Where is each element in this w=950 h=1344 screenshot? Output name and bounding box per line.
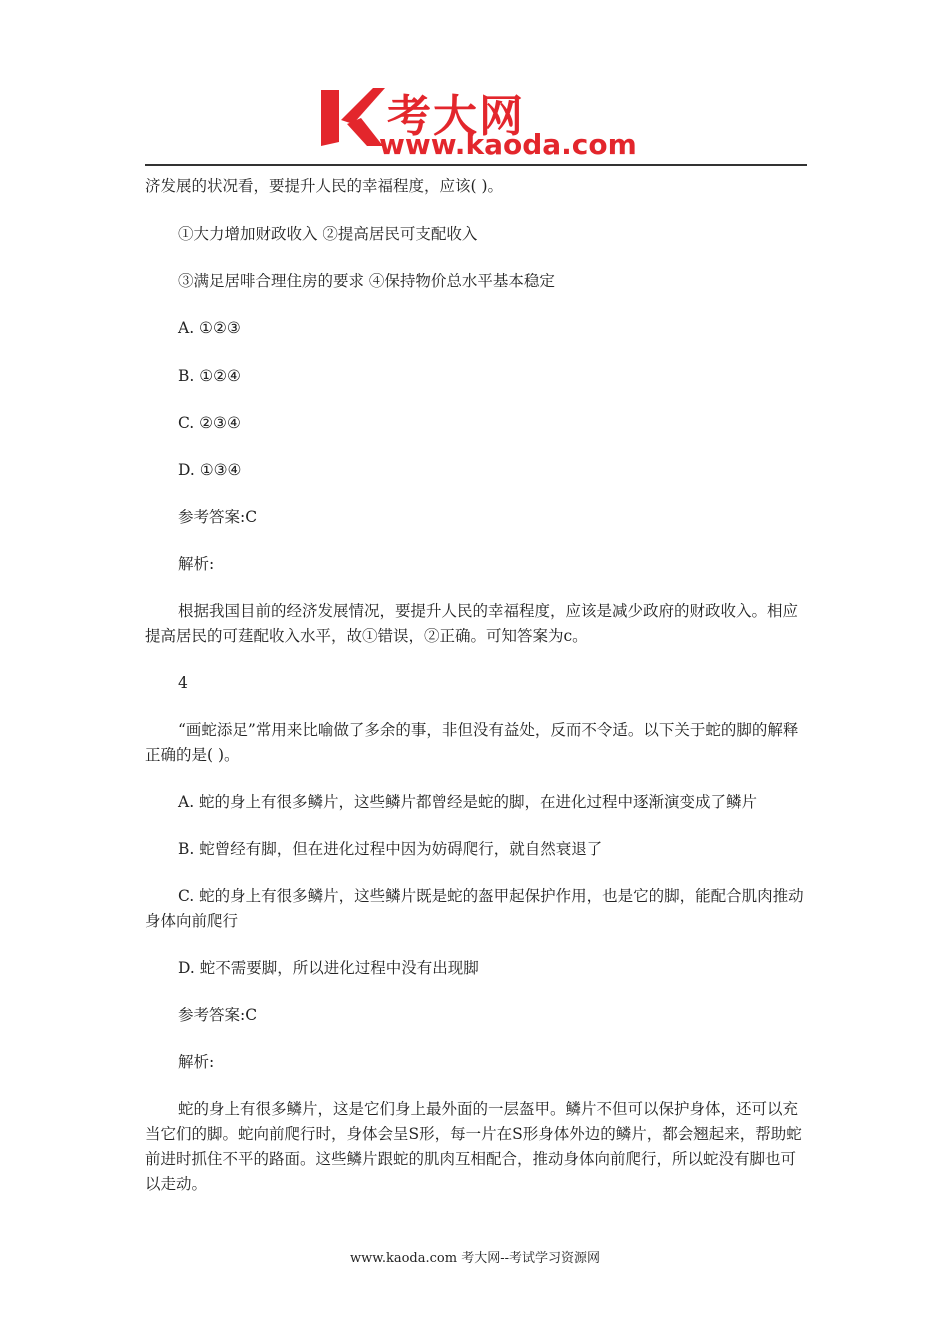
q3-stem-tail: 济发展的状况看，要提升人民的幸福程度，应该( )。: [145, 177, 504, 195]
q4-analysis-label: 解析:: [178, 1053, 215, 1071]
q4-option-c: C. 蛇的身上有很多鳞片，这些鳞片既是蛇的盔甲起保护作用，也是它的脚，能配合肌肉推动身体向前爬行: [145, 887, 804, 930]
page-footer: www.kaoda.com 考大网--考试学习资源网: [350, 1251, 600, 1266]
q3-option-c: C. ②③④: [178, 414, 241, 432]
q4-analysis-text: 蛇的身上有很多鳞片，这是它们身上最外面的一层盔甲。鳞片不但可以保护身体，还可以充当它们的脚。蛇向前爬行时，身体会呈S形，每一片在S形身体外边的鳞片，都会翘起来，帮助蛇前进时抓住不平的路面。这些鳞片跟蛇的肌肉互相配合，推动身体向前爬行，所以蛇没有脚也可以走动。: [145, 1100, 802, 1193]
q4-option-a: A. 蛇的身上有很多鳞片，这些鳞片都曾经是蛇的脚，在进化过程中逐渐演变成了鳞片: [178, 793, 758, 811]
k-logo-icon: [317, 84, 387, 154]
q4-option-b: B. 蛇曾经有脚，但在进化过程中因为妨碍爬行，就自然衰退了: [178, 840, 603, 858]
kaoda-logo: [317, 84, 637, 164]
q3-analysis-text: 根据我国目前的经济发展情况，要提升人民的幸福程度，应该是减少政府的财政收入。相应提高居民的可莛配收入水平，故①错误，②正确。可知答案为c。: [145, 602, 799, 645]
q4-answer: 参考答案:C: [178, 1006, 258, 1024]
q3-statement-1: ①大力增加财政收入 ②提高居民可支配收入: [178, 225, 478, 243]
q4-number: 4: [178, 674, 188, 692]
q3-option-b: B. ①②④: [178, 367, 241, 385]
q4-stem: “画蛇添足”常用来比喻做了多余的事，非但没有益处，反而不令适。以下关于蛇的脚的解释正确的是( )。: [145, 721, 799, 764]
header-divider: [145, 164, 807, 166]
q4-option-d: D. 蛇不需要脚，所以进化过程中没有出现脚: [178, 959, 479, 977]
logo-chinese-text: 考大网: [387, 91, 525, 142]
q3-answer: 参考答案:C: [178, 508, 258, 526]
document-body: [145, 174, 810, 1197]
q3-option-a: A. ①②③: [178, 319, 241, 337]
q3-option-d: D. ①③④: [178, 461, 242, 479]
q3-analysis-label: 解析:: [178, 555, 215, 573]
logo-url-text: www.kaoda.com: [379, 128, 637, 161]
q3-statement-2: ③满足居啡合理住房的要求 ④保持物价总水平基本稳定: [178, 272, 555, 290]
page-header: [145, 76, 807, 166]
